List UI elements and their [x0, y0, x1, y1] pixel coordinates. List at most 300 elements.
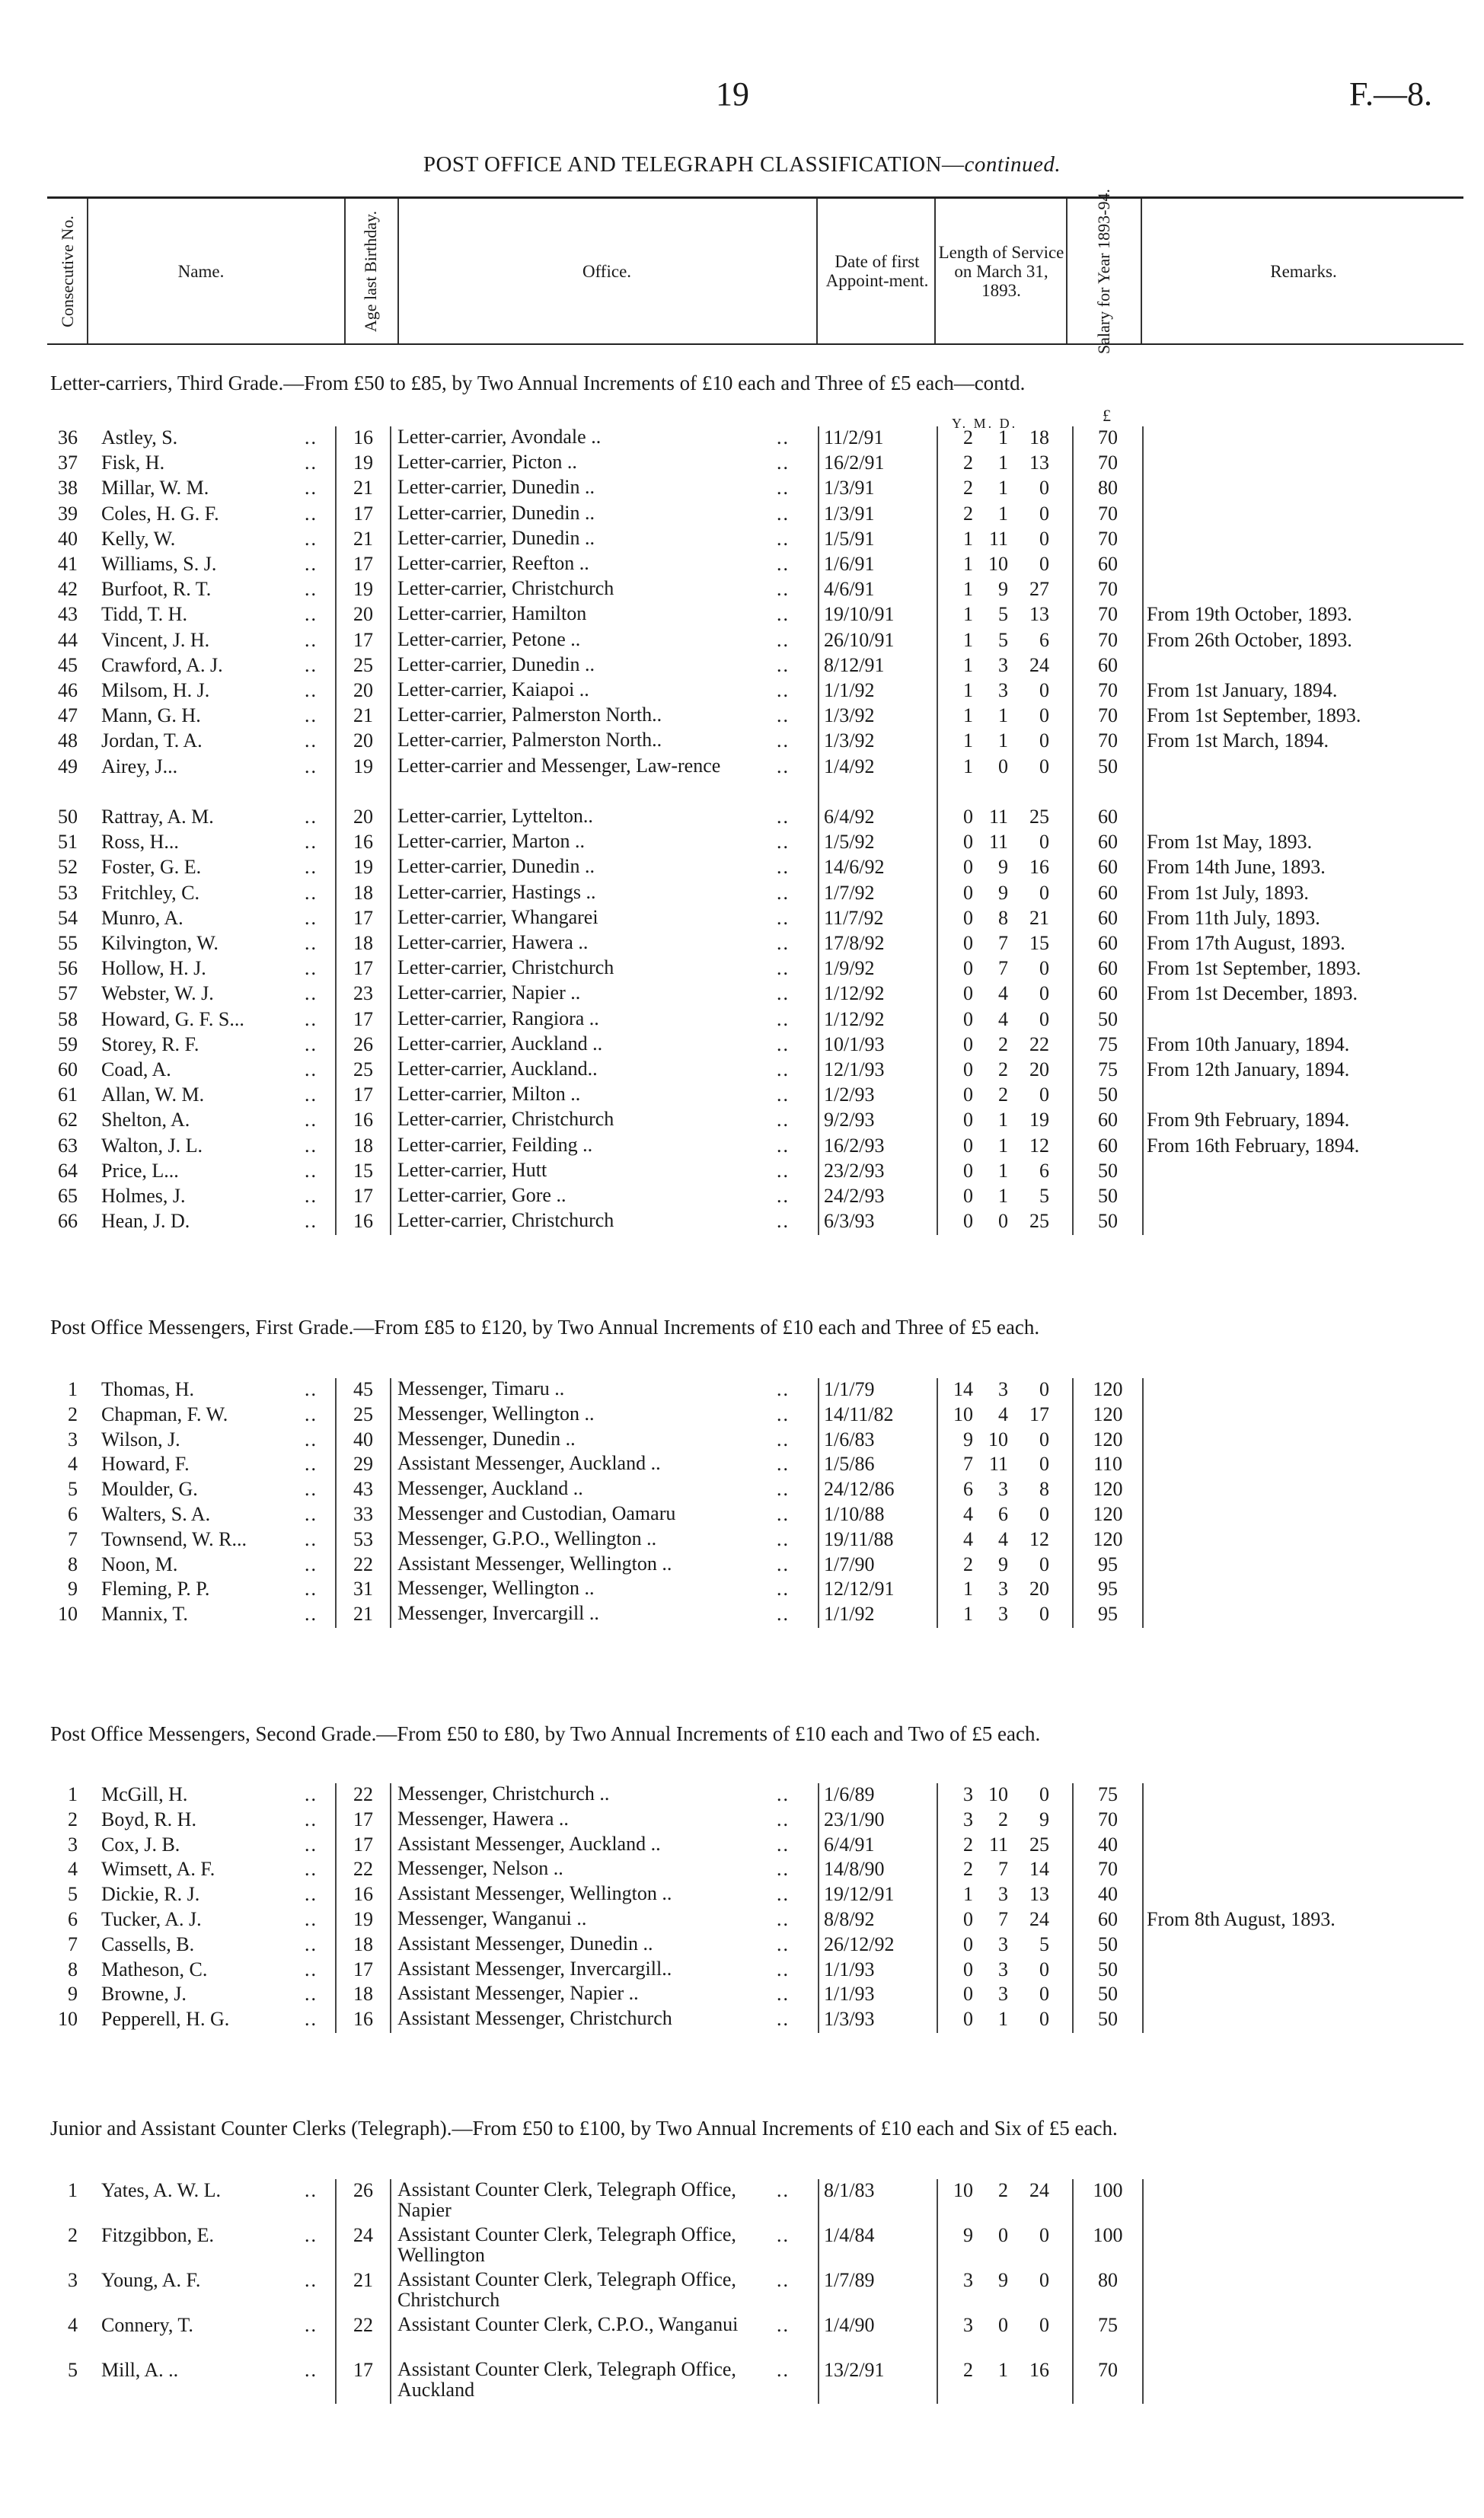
row-name: Yates, A. W. L.	[101, 2179, 222, 2201]
table-row	[0, 1933, 1484, 1958]
table-row	[0, 1503, 1484, 1528]
row-age: 17	[353, 553, 373, 575]
row-years: 0	[963, 1007, 973, 1030]
row-months: 10	[988, 1428, 1008, 1450]
row-office: Letter-carrier, Hamilton	[397, 602, 587, 625]
row-name: Kilvington, W.	[101, 932, 219, 954]
row-name: Fisk, H.	[101, 452, 165, 474]
row-age: 18	[353, 1983, 373, 2006]
column-rule	[1072, 426, 1074, 1235]
row-months: 3	[998, 679, 1008, 701]
row-age: 16	[353, 2008, 373, 2031]
row-salary: 60	[1098, 957, 1118, 980]
column-rule	[335, 426, 337, 1235]
row-years: 0	[963, 831, 973, 854]
row-days: 0	[1039, 2269, 1049, 2291]
dot-leader: ..	[305, 1932, 318, 1955]
row-age: 17	[353, 2359, 373, 2381]
row-salary: 70	[1098, 426, 1118, 448]
table-row	[0, 1185, 1484, 1210]
row-years: 2	[963, 1553, 973, 1575]
table-row	[0, 679, 1484, 704]
row-number: 39	[58, 502, 78, 525]
row-office: Assistant Messenger, Invercargill..	[397, 1957, 672, 1980]
table-row	[0, 1083, 1484, 1109]
row-months: 11	[988, 1453, 1008, 1476]
row-date: 14/11/82	[824, 1403, 894, 1425]
dot-leader: ..	[777, 1958, 790, 1980]
row-age: 19	[353, 856, 373, 879]
dot-leader: ..	[777, 856, 790, 879]
table-row	[0, 831, 1484, 856]
title-continued: continued.	[964, 152, 1061, 177]
row-office: Letter-carrier, Marton ..	[397, 830, 586, 853]
dot-leader: ..	[777, 653, 790, 676]
dot-leader: ..	[305, 1527, 318, 1550]
section-heading: Junior and Assistant Counter Clerks (Telegraph).—From £50 to £100, by Two Annual Increments of £10 each and Six of £5 each.	[50, 2117, 1118, 2140]
row-number: 5	[68, 1478, 78, 1501]
row-office: Letter-carrier, Reefton ..	[397, 552, 589, 574]
row-date: 1/5/91	[824, 527, 875, 550]
dot-leader: ..	[777, 1883, 790, 1906]
row-age: 33	[353, 1503, 373, 1525]
row-years: 0	[963, 856, 973, 879]
dot-leader: ..	[777, 704, 790, 727]
row-months: 3	[998, 1883, 1008, 1906]
row-office: Letter-carrier, Palmerston North..	[397, 729, 662, 752]
table-row	[0, 1058, 1484, 1083]
row-years: 1	[963, 527, 973, 550]
row-number: 8	[68, 1958, 78, 1980]
section-heading: Post Office Messengers, Second Grade.—From £50 to £80, by Two Annual Increments of £10 each and Two of £5 each.	[50, 1722, 1041, 1745]
row-name: Howard, F.	[101, 1453, 190, 1476]
row-months: 1	[998, 2359, 1008, 2381]
row-remarks: From 1st January, 1894.	[1147, 679, 1338, 701]
dot-leader: ..	[305, 957, 318, 980]
row-date: 9/2/93	[824, 1109, 875, 1131]
row-office: Messenger and Custodian, Oamaru	[397, 1502, 676, 1524]
row-date: 1/5/86	[824, 1453, 875, 1476]
row-days: 0	[1039, 1428, 1049, 1450]
row-remarks: From 8th August, 1893.	[1147, 1908, 1336, 1930]
row-months: 9	[998, 2269, 1008, 2291]
table-row	[0, 503, 1484, 528]
row-date: 26/12/92	[824, 1932, 895, 1955]
row-age: 19	[353, 755, 373, 777]
row-months: 10	[988, 1783, 1008, 1805]
row-years: 0	[963, 1032, 973, 1055]
table-row	[0, 1008, 1484, 1033]
row-years: 10	[953, 1403, 973, 1425]
row-number: 49	[58, 755, 78, 777]
row-salary: 120	[1093, 1478, 1123, 1501]
row-age: 16	[353, 1109, 373, 1131]
row-days: 25	[1029, 1833, 1049, 1856]
row-office: Letter-carrier, Napier ..	[397, 981, 581, 1004]
row-days: 14	[1029, 1858, 1049, 1881]
table-row	[0, 1378, 1484, 1403]
dot-leader: ..	[305, 1058, 318, 1080]
column-rule	[1142, 1378, 1144, 1628]
row-number: 4	[68, 2314, 78, 2336]
row-office: Messenger, Timaru ..	[397, 1377, 565, 1399]
row-number: 1	[68, 1378, 78, 1400]
dot-leader: ..	[777, 1603, 790, 1626]
title-main: POST OFFICE AND TELEGRAPH CLASSIFICATION—	[423, 152, 965, 177]
row-age: 17	[353, 1808, 373, 1830]
row-salary: 50	[1098, 1159, 1118, 1182]
row-days: 0	[1039, 755, 1049, 777]
row-date: 6/4/91	[824, 1833, 875, 1856]
header-consecutive: Consecutive No.	[57, 215, 77, 327]
row-office: Letter-carrier and Messenger, Law-rence	[397, 754, 721, 777]
row-name: Wilson, J.	[101, 1428, 180, 1450]
row-salary: 60	[1098, 881, 1118, 904]
row-date: 1/5/92	[824, 831, 875, 854]
dot-leader: ..	[305, 1210, 318, 1233]
row-number: 43	[58, 603, 78, 626]
row-name: Fleming, P. P.	[101, 1578, 210, 1600]
row-office: Letter-carrier, Picton ..	[397, 451, 577, 474]
row-date: 10/1/93	[824, 1032, 885, 1055]
dot-leader: ..	[305, 1378, 318, 1400]
row-days: 24	[1029, 1908, 1049, 1930]
row-number: 45	[58, 653, 78, 676]
dot-leader: ..	[777, 1109, 790, 1131]
row-remarks: From 1st September, 1893.	[1147, 704, 1361, 727]
row-months: 11	[988, 1833, 1008, 1856]
row-number: 7	[68, 1932, 78, 1955]
row-name: Storey, R. F.	[101, 1032, 199, 1055]
row-name: Moulder, G.	[101, 1478, 198, 1501]
row-salary: 50	[1098, 1083, 1118, 1106]
row-salary: 80	[1098, 2269, 1118, 2291]
dot-leader: ..	[777, 729, 790, 752]
column-rule	[335, 2179, 337, 2404]
row-months: 7	[998, 932, 1008, 954]
dot-leader: ..	[305, 2008, 318, 2031]
row-salary: 70	[1098, 2359, 1118, 2381]
row-age: 18	[353, 881, 373, 904]
dot-leader: ..	[777, 831, 790, 854]
row-salary: 60	[1098, 1134, 1118, 1157]
row-months: 4	[998, 1403, 1008, 1425]
row-salary: 50	[1098, 1983, 1118, 2006]
row-months: 1	[998, 1134, 1008, 1157]
row-salary: 70	[1098, 729, 1118, 752]
row-name: Williams, S. J.	[101, 553, 217, 575]
column-rule	[390, 426, 391, 1235]
row-office: Letter-carrier, Petone ..	[397, 627, 581, 650]
row-date: 8/1/83	[824, 2179, 875, 2201]
row-office: Messenger, Christchurch ..	[397, 1782, 610, 1805]
row-years: 9	[963, 1428, 973, 1450]
row-salary: 60	[1098, 806, 1118, 828]
row-years: 2	[963, 1858, 973, 1881]
row-years: 14	[953, 1378, 973, 1400]
row-salary: 50	[1098, 1007, 1118, 1030]
row-number: 5	[68, 2359, 78, 2381]
table-row	[0, 528, 1484, 553]
row-date: 6/4/92	[824, 806, 875, 828]
row-months: 1	[998, 502, 1008, 525]
row-years: 0	[963, 957, 973, 980]
row-name: Webster, W. J.	[101, 982, 214, 1005]
dot-leader: ..	[305, 1808, 318, 1830]
section-heading: Letter-carriers, Third Grade.—From £50 to £85, by Two Annual Increments of £10 each and Three of £5 each—contd.	[50, 372, 1026, 394]
row-salary: 60	[1098, 1109, 1118, 1131]
row-office: Letter-carrier, Whangarei	[397, 905, 598, 928]
row-days: 0	[1039, 1603, 1049, 1626]
table-row	[0, 477, 1484, 502]
row-salary: 60	[1098, 906, 1118, 929]
row-days: 0	[1039, 982, 1049, 1005]
row-date: 1/12/92	[824, 1007, 885, 1030]
row-salary: 95	[1098, 1553, 1118, 1575]
dot-leader: ..	[777, 2224, 790, 2246]
row-office: Messenger, Nelson ..	[397, 1857, 563, 1880]
row-office: Letter-carrier, Dunedin ..	[397, 501, 595, 524]
row-date: 12/1/93	[824, 1058, 885, 1080]
row-age: 17	[353, 1833, 373, 1856]
row-date: 23/1/90	[824, 1808, 885, 1830]
row-number: 6	[68, 1908, 78, 1930]
dot-leader: ..	[777, 452, 790, 474]
dot-leader: ..	[777, 2179, 790, 2201]
dot-leader: ..	[305, 1134, 318, 1157]
row-date: 1/3/93	[824, 2008, 875, 2031]
table-row	[0, 729, 1484, 755]
row-office: Assistant Messenger, Christchurch	[397, 2007, 672, 2030]
column-rule	[335, 1378, 337, 1628]
dot-leader: ..	[777, 426, 790, 448]
row-office: Messenger, Dunedin ..	[397, 1427, 576, 1450]
row-age: 19	[353, 578, 373, 601]
row-name: Foster, G. E.	[101, 856, 202, 879]
row-office: Assistant Messenger, Wellington ..	[397, 1882, 672, 1905]
row-years: 1	[963, 553, 973, 575]
dot-leader: ..	[305, 1478, 318, 1501]
row-date: 19/10/91	[824, 603, 895, 626]
row-months: 3	[998, 653, 1008, 676]
row-age: 18	[353, 932, 373, 954]
row-days: 20	[1029, 1058, 1049, 1080]
row-age: 25	[353, 1403, 373, 1425]
row-name: Burfoot, R. T.	[101, 578, 212, 601]
row-years: 0	[963, 1185, 973, 1207]
row-months: 3	[998, 1603, 1008, 1626]
row-number: 8	[68, 1553, 78, 1575]
row-date: 8/8/92	[824, 1908, 875, 1930]
row-office: Assistant Counter Clerk, Telegraph Office, Wellington	[397, 2223, 736, 2266]
row-name: Airey, J...	[101, 755, 178, 777]
row-years: 10	[953, 2179, 973, 2201]
row-office: Letter-carrier, Dunedin ..	[397, 855, 595, 878]
dot-leader: ..	[777, 982, 790, 1005]
dot-leader: ..	[305, 578, 318, 601]
page-title	[0, 152, 1484, 177]
row-age: 53	[353, 1527, 373, 1550]
row-salary: 70	[1098, 1808, 1118, 1830]
dot-leader: ..	[777, 527, 790, 550]
row-number: 40	[58, 527, 78, 550]
row-months: 1	[998, 704, 1008, 727]
dot-leader: ..	[777, 1058, 790, 1080]
row-office: Assistant Counter Clerk, C.P.O., Wanganui	[397, 2313, 739, 2335]
dot-leader: ..	[305, 1883, 318, 1906]
table-row	[0, 2224, 1484, 2269]
dot-leader: ..	[305, 1453, 318, 1476]
row-date: 1/1/92	[824, 1603, 875, 1626]
row-years: 0	[963, 1109, 973, 1131]
row-days: 17	[1029, 1403, 1049, 1425]
row-name: Tucker, A. J.	[101, 1908, 202, 1930]
row-name: Thomas, H.	[101, 1378, 195, 1400]
column-rule	[1072, 1378, 1074, 1628]
row-days: 18	[1029, 426, 1049, 448]
row-months: 7	[998, 957, 1008, 980]
row-number: 41	[58, 553, 78, 575]
row-months: 9	[998, 881, 1008, 904]
row-days: 16	[1029, 856, 1049, 879]
row-date: 14/8/90	[824, 1858, 885, 1881]
table-row	[0, 1783, 1484, 1808]
row-salary: 70	[1098, 603, 1118, 626]
row-age: 23	[353, 982, 373, 1005]
row-months: 2	[998, 1083, 1008, 1106]
dot-leader: ..	[305, 1185, 318, 1207]
row-years: 3	[963, 2269, 973, 2291]
row-age: 20	[353, 679, 373, 701]
row-days: 0	[1039, 2008, 1049, 2031]
table-row	[0, 1833, 1484, 1859]
page-reference: F.—8.	[1349, 75, 1432, 113]
row-remarks: From 16th February, 1894.	[1147, 1134, 1360, 1157]
column-rule	[1072, 1783, 1074, 2033]
row-months: 3	[998, 1378, 1008, 1400]
dot-leader: ..	[305, 1833, 318, 1856]
dot-leader: ..	[305, 426, 318, 448]
row-years: 1	[963, 603, 973, 626]
row-office: Messenger, Wellington ..	[397, 1402, 595, 1425]
row-name: Cassells, B.	[101, 1932, 195, 1955]
row-days: 0	[1039, 2224, 1049, 2246]
column-rule	[937, 2179, 938, 2404]
row-age: 22	[353, 2314, 373, 2336]
row-name: Boyd, R. H.	[101, 1808, 196, 1830]
row-age: 17	[353, 906, 373, 929]
row-name: Walton, J. L.	[101, 1134, 203, 1157]
row-number: 10	[58, 1603, 78, 1626]
table-row	[0, 629, 1484, 654]
row-date: 1/6/91	[824, 553, 875, 575]
row-date: 16/2/93	[824, 1134, 885, 1157]
column-rule	[390, 1378, 391, 1628]
row-age: 18	[353, 1932, 373, 1955]
row-date: 14/6/92	[824, 856, 885, 879]
row-months: 2	[998, 2179, 1008, 2201]
row-remarks: From 26th October, 1893.	[1147, 628, 1352, 651]
row-date: 26/10/91	[824, 628, 895, 651]
row-years: 1	[963, 755, 973, 777]
row-remarks: From 9th February, 1894.	[1147, 1109, 1350, 1131]
row-years: 1	[963, 653, 973, 676]
row-salary: 70	[1098, 527, 1118, 550]
row-age: 20	[353, 603, 373, 626]
table-row	[0, 704, 1484, 729]
row-age: 21	[353, 2269, 373, 2291]
row-months: 11	[988, 831, 1008, 854]
row-days: 22	[1029, 1032, 1049, 1055]
row-months: 5	[998, 603, 1008, 626]
table-row	[0, 1478, 1484, 1503]
row-years: 4	[963, 1503, 973, 1525]
dot-leader: ..	[777, 1159, 790, 1182]
row-age: 19	[353, 452, 373, 474]
row-days: 0	[1039, 2314, 1049, 2336]
row-name: Ross, H...	[101, 831, 179, 854]
row-office: Letter-carrier, Auckland..	[397, 1058, 598, 1080]
row-number: 5	[68, 1883, 78, 1906]
row-remarks: From 19th October, 1893.	[1147, 603, 1352, 626]
row-age: 31	[353, 1578, 373, 1600]
row-office: Letter-carrier, Kaiapoi ..	[397, 678, 589, 701]
row-remarks: From 14th June, 1893.	[1147, 856, 1326, 879]
row-name: Munro, A.	[101, 906, 184, 929]
row-name: Millar, W. M.	[101, 477, 209, 499]
row-salary: 50	[1098, 1185, 1118, 1207]
row-office: Assistant Messenger, Wellington ..	[397, 1552, 672, 1575]
row-name: Tidd, T. H.	[101, 603, 187, 626]
row-age: 21	[353, 527, 373, 550]
row-years: 0	[963, 1134, 973, 1157]
row-name: Astley, S.	[101, 426, 178, 448]
row-age: 18	[353, 1134, 373, 1157]
row-age: 25	[353, 653, 373, 676]
row-days: 0	[1039, 1503, 1049, 1525]
dot-leader: ..	[305, 1603, 318, 1626]
row-salary: 50	[1098, 1210, 1118, 1233]
dot-leader: ..	[305, 1858, 318, 1881]
row-days: 13	[1029, 452, 1049, 474]
table-row	[0, 932, 1484, 957]
dot-leader: ..	[777, 1032, 790, 1055]
row-date: 1/1/92	[824, 679, 875, 701]
dot-leader: ..	[777, 1378, 790, 1400]
table-row	[0, 553, 1484, 578]
dot-leader: ..	[305, 704, 318, 727]
row-number: 56	[58, 957, 78, 980]
row-days: 25	[1029, 806, 1049, 828]
row-salary: 95	[1098, 1578, 1118, 1600]
row-office: Assistant Counter Clerk, Telegraph Office, Auckland	[397, 2358, 736, 2401]
row-office: Messenger, Hawera ..	[397, 1807, 569, 1830]
row-number: 9	[68, 1983, 78, 2006]
row-number: 53	[58, 881, 78, 904]
row-months: 4	[998, 1527, 1008, 1550]
row-number: 64	[58, 1159, 78, 1182]
row-salary: 100	[1093, 2224, 1123, 2246]
row-days: 5	[1039, 1185, 1049, 1207]
row-years: 2	[963, 452, 973, 474]
row-salary: 70	[1098, 452, 1118, 474]
row-age: 17	[353, 502, 373, 525]
table-row	[0, 1210, 1484, 1235]
header-age: Age last Birthday.	[361, 210, 381, 332]
table-row	[0, 982, 1484, 1007]
row-months: 8	[998, 906, 1008, 929]
row-date: 1/1/93	[824, 1958, 875, 1980]
